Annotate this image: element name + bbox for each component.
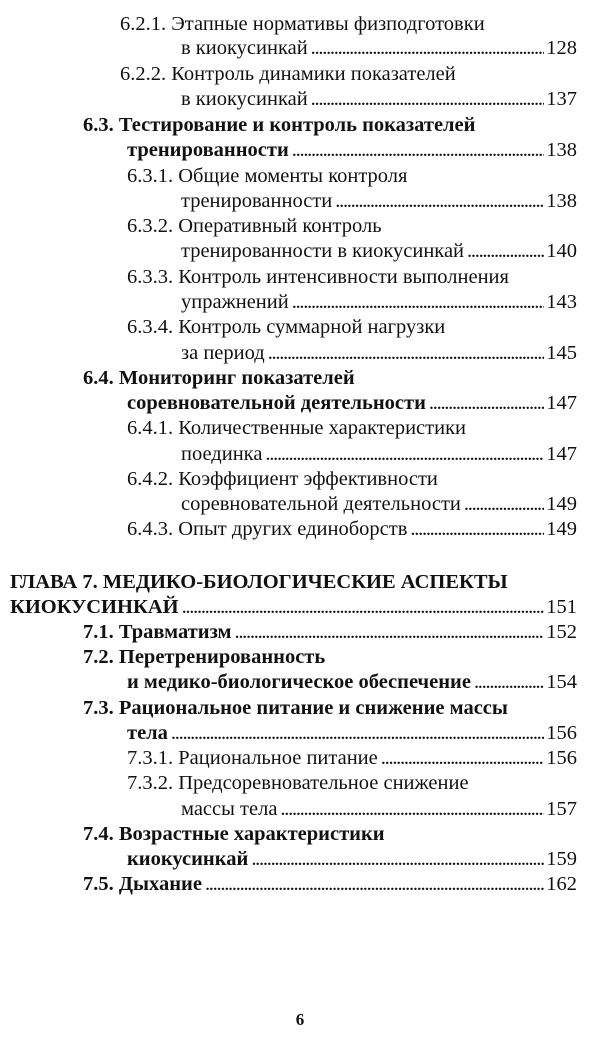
toc-entry-title	[127, 315, 445, 339]
toc-section-title	[83, 645, 325, 669]
toc-entry-number: 6.4.	[83, 367, 114, 389]
toc-page-number: 152	[546, 621, 577, 643]
toc-entry-number: 6.4.3.	[127, 518, 174, 540]
toc-entry-number: 7.2.	[83, 646, 114, 668]
toc-entry-text: Возрастные характеристики	[118, 823, 385, 845]
chapter-title-continuation	[10, 595, 577, 619]
toc-entry-continuation	[181, 239, 577, 263]
toc-entry-number: 6.4.2.	[127, 468, 174, 490]
chapter-title-text: ГЛАВА 7. МЕДИКО-БИОЛОГИЧЕСКИЕ АСПЕКТЫ	[10, 571, 508, 593]
toc-entry-number: 6.4.1.	[127, 417, 174, 439]
dot-leader	[280, 797, 544, 821]
page-number: 6	[295, 1010, 305, 1029]
toc-section-continuation	[127, 847, 577, 871]
toc-entry-continuation	[181, 341, 577, 365]
toc-entry-text: тренированности	[127, 139, 289, 161]
toc-entry-text: Контроль интенсивности выполнения	[178, 266, 509, 288]
toc-entry-number: 6.3.1.	[127, 165, 174, 187]
toc-entry-text: Дыхание	[118, 873, 202, 895]
toc-page-number: 138	[546, 139, 577, 161]
toc-entry-text: киокусинкай	[127, 848, 249, 870]
toc-page-number: 149	[546, 518, 577, 540]
dot-leader	[171, 721, 544, 745]
toc-entry-number: 7.4.	[83, 823, 114, 845]
dot-leader	[311, 87, 545, 111]
toc-entry-continuation	[181, 36, 577, 60]
toc-entry-title	[127, 214, 382, 238]
toc-section-title	[83, 620, 577, 644]
dot-leader	[268, 341, 545, 365]
toc-entry-title	[127, 265, 509, 289]
toc-section-continuation	[127, 138, 577, 162]
toc-section-title	[83, 696, 508, 720]
toc-entry-text: Рациональное питание и снижение массы	[118, 697, 508, 719]
toc-entry-text: Этапные нормативы физподготовки	[171, 13, 485, 35]
toc-entry-title	[127, 164, 407, 188]
toc-entry-title	[127, 746, 577, 770]
toc-entry-text: Количественные характеристики	[178, 417, 467, 439]
toc-entry-number: 7.5.	[83, 873, 114, 895]
toc-entry-text: соревновательной деятельности	[181, 493, 461, 515]
dot-leader	[474, 670, 544, 694]
toc-section-title	[83, 872, 577, 896]
toc-entry-continuation	[181, 442, 577, 466]
toc-entry-text: массы тела	[181, 798, 278, 820]
toc-section-continuation	[127, 670, 577, 694]
toc-page-number: 156	[546, 747, 577, 769]
toc-entry-text: Травматизм	[118, 621, 232, 643]
toc-section-title	[83, 113, 475, 137]
toc-page-number: 159	[546, 848, 577, 870]
toc-entry-title	[127, 771, 469, 795]
toc-entry-title	[127, 517, 577, 541]
toc-entry-text: Коэффициент эффективности	[178, 468, 438, 490]
dot-leader	[467, 239, 544, 263]
toc-page-number: 147	[546, 443, 577, 465]
toc-entry-text: поединка	[181, 443, 263, 465]
toc-page-number: 154	[546, 671, 577, 693]
toc-entry-number: 7.3.	[83, 697, 114, 719]
toc-entry-text: Контроль суммарной нагрузки	[178, 316, 446, 338]
toc-entry-continuation	[181, 87, 577, 111]
toc-entry-title	[127, 416, 466, 440]
toc-entry-text: тренированности в киокусинкай	[181, 240, 465, 262]
toc-page-number: 137	[546, 88, 577, 110]
toc-entry-text: Предсоревновательное снижение	[178, 772, 469, 794]
toc-entry-text: тренированности	[181, 190, 333, 212]
toc-entry-continuation	[181, 290, 577, 314]
chapter-title-text: КИОКУСИНКАЙ	[10, 596, 179, 618]
toc-entry-text: Общие моменты контроля	[178, 165, 408, 187]
toc-entry-text: Контроль динамики показателей	[171, 63, 456, 85]
toc-section-continuation	[127, 721, 577, 745]
chapter-title	[10, 570, 508, 594]
dot-leader	[381, 746, 544, 770]
dot-leader	[251, 847, 544, 871]
toc-entry-text: и медико-биологическое обеспечение	[127, 671, 471, 693]
toc-entry-number: 7.3.2.	[127, 772, 174, 794]
toc-page-number: 149	[546, 493, 577, 515]
dot-leader	[410, 517, 544, 541]
toc-entry-text: Мониторинг показателей	[118, 367, 355, 389]
toc-section-title	[83, 366, 355, 390]
toc-entry-continuation	[181, 797, 577, 821]
dot-leader	[234, 620, 544, 644]
toc-entry-number: 6.3.4.	[127, 316, 174, 338]
toc-page-number: 128	[546, 37, 577, 59]
toc-entry-title	[120, 12, 485, 36]
toc-section-title	[83, 822, 385, 846]
toc-entry-text: Тестирование и контроль показателей	[118, 114, 476, 136]
toc-entry-text: упражнений	[181, 291, 289, 313]
toc-entry-text: Оперативный контроль	[178, 215, 382, 237]
toc-entry-text: соревновательной деятельности	[127, 392, 426, 414]
toc-page-number: 140	[546, 240, 577, 262]
toc-section-continuation	[127, 391, 577, 415]
toc-entry-number: 6.2.1.	[120, 13, 167, 35]
toc-entry-title	[120, 62, 456, 86]
dot-leader	[205, 872, 544, 896]
toc-page-number: 138	[546, 190, 577, 212]
toc-entry-text: в киокусинкай	[181, 37, 308, 59]
toc-entry-number: 7.3.1.	[127, 747, 174, 769]
toc-page-number: 156	[546, 722, 577, 744]
toc-entry-number: 6.3.	[83, 114, 114, 136]
toc-page-number: 162	[546, 873, 577, 895]
dot-leader	[292, 290, 545, 314]
toc-entry-continuation	[181, 492, 577, 516]
dot-leader	[182, 595, 545, 619]
toc-entry-number: 7.1.	[83, 621, 114, 643]
dot-leader	[335, 189, 544, 213]
toc-page-number: 157	[546, 798, 577, 820]
toc-entry-text: Перетренированность	[118, 646, 326, 668]
toc-page-number: 151	[546, 596, 577, 618]
toc-entry-text: Рациональное питание	[178, 747, 378, 769]
toc-page-number: 145	[546, 342, 577, 364]
dot-leader	[429, 391, 544, 415]
dot-leader	[311, 36, 545, 60]
dot-leader	[464, 492, 544, 516]
toc-page-number: 143	[546, 291, 577, 313]
toc-entry-text: Опыт других единоборств	[178, 518, 408, 540]
dot-leader	[265, 442, 544, 466]
toc-entry-text: тела	[127, 722, 168, 744]
toc-entry-number: 6.3.3.	[127, 266, 174, 288]
toc-entry-number: 6.3.2.	[127, 215, 174, 237]
toc-entry-title	[127, 467, 438, 491]
toc-entry-number: 6.2.2.	[120, 63, 167, 85]
toc-entry-continuation	[181, 189, 577, 213]
toc-page-number: 147	[546, 392, 577, 414]
toc-entry-text: в киокусинкай	[181, 88, 308, 110]
dot-leader	[292, 138, 544, 162]
toc-entry-text: за период	[181, 342, 265, 364]
